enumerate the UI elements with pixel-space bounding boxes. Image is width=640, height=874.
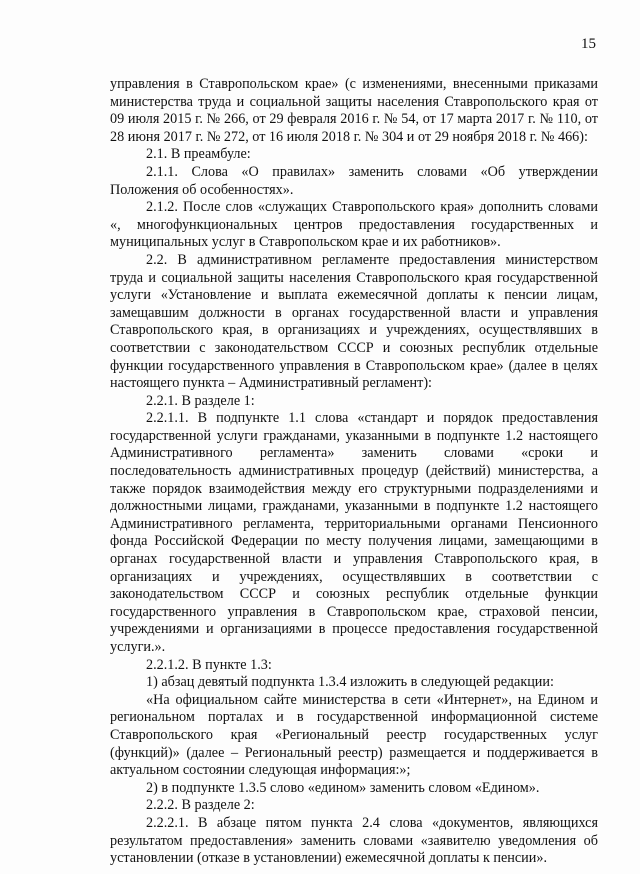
paragraph-2-2-1-2: 2.2.1.2. В пункте 1.3: (146, 656, 272, 673)
document-body (110, 76, 598, 868)
paragraph-2-2-2-1: 2.2.2.1. В абзаце пятом пункта 2.4 слова «документов, являющихся результатом предоставления» заменить словами «заявителю уведомления об установлении (отказе в установлении) ежемесячной доплаты к пенсии». (110, 814, 598, 867)
paragraph-2-2-1-1: 2.2.1.1. В подпункте 1.1 слова «стандарт и порядок предоставления государственной услуги гражданами, указанными в подпункте 1.2 настоящего Административного регламента» заменить словами «сроки и последовательность административных процедур (действий) министерства, а также порядок взаимодействия между его структурными подразделениями и должностными лицами, гражданами, указанными в подпункте 1.2 настоящего Административного регламента, территориальными органами Пенсионного фонда Российской Федерации по месту получения лицами, замещающими в органах государственной власти и управления Ставропольского края, в организациях и учреждениях, осуществлявших в соответствии с законодательством СССР и союзных республик отдельные функции государственного управления в Ставропольском крае, страховой пенсии, учреждениями и организациями в процессе предоставления государственной услуги.». (110, 410, 598, 655)
paragraph-2-2-1: 2.2.1. В разделе 1: (146, 392, 255, 409)
paragraph-item-2: 2) в подпункте 1.3.5 слово «едином» заменить словом «Едином». (146, 779, 540, 796)
paragraph-2-1: 2.1. В преамбуле: (146, 146, 251, 163)
paragraph-intro-continuation: управления в Ставропольском крае» (с изменениями, внесенными приказами министерства труда и социальной защиты населения Ставропольского края от 09 июля 2015 г. № 266, от 29 февраля 2016 г. № 54, от 17 марта 2017 г. № 110, от 28 июня 2017 г. № 272, от 16 июля 2018 г. № 304 и от 29 ноября 2018 г. № 466): (110, 76, 598, 145)
paragraph-quoted-text: «На официальном сайте министерства в сети «Интернет», на Едином и региональном порталах и в государственной информационной системе Ставропольского края «Региональный реестр государственных услуг (функций)» (далее – Региональный реестр) размещается и поддерживается в актуальном состоянии следующая информация:»; (110, 691, 598, 779)
paragraph-2-2: 2.2. В административном регламенте предоставления министерством труда и социальной защиты населения Ставропольского края государственной услуги «Установление и выплата ежемесячной доплаты к пенсии лицам, замещавшим должности в органах государственной власти и управления Ставропольского края, в организациях и учреждениях, осуществлявших в соответствии с законодательством СССР и союзных республик отдельные функции государственного управления в Ставропольском крае» (далее в целях настоящего пункта – Административный регламент): (110, 251, 598, 392)
paragraph-item-1: 1) абзац девятый подпункта 1.3.4 изложить в следующей редакции: (146, 674, 554, 691)
paragraph-2-2-2: 2.2.2. В разделе 2: (146, 797, 255, 814)
page-number: 15 (581, 36, 596, 52)
paragraph-2-1-1: 2.1.1. Слова «О правилах» заменить словами «Об утверждении Положения об особенностях». (110, 163, 598, 198)
paragraph-2-1-2: 2.1.2. После слов «служащих Ставропольского края» дополнить словами «, многофункциональных центров предоставления государственных и муниципальных услуг в Ставропольском крае и их работников». (110, 199, 598, 251)
